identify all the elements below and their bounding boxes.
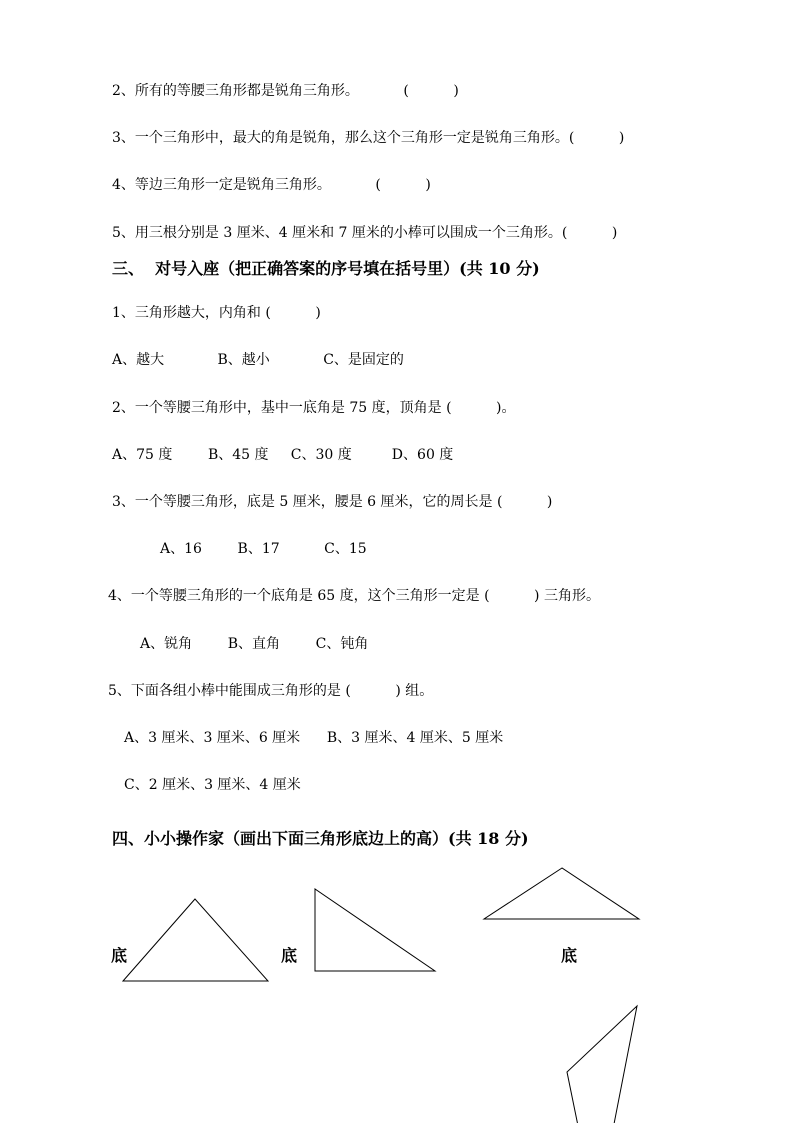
question-5: 5、下面各组小棒中能围成三角形的是 ( ) 组。 [108, 683, 434, 699]
question-3-options: A、16 B、17 C、15 [160, 541, 367, 557]
question-2: 2、一个等腰三角形中，基中一底角是 75 度，顶角是 ( )。 [112, 400, 516, 416]
question-5-options-line-2: C、2 厘米、3 厘米、4 厘米 [124, 777, 301, 793]
question-4: 4、一个等腰三角形的一个底角是 65 度，这个三角形一定是 ( ) 三角形。 [108, 588, 600, 604]
question-4-options: A、锐角 B、直角 C、钝角 [140, 636, 369, 652]
judgement-item-4: 4、等边三角形一定是锐角三角形。 ( ) [112, 177, 431, 193]
judgement-item-3: 3、一个三角形中，最大的角是锐角，那么这个三角形一定是锐角三角形。( ) [112, 130, 625, 146]
base-label-1: 底 [111, 946, 128, 965]
judgement-item-5: 5、用三根分别是 3 厘米、4 厘米和 7 厘米的小棒可以围成一个三角形。( ) [112, 225, 618, 241]
base-label-3: 底 [561, 946, 578, 965]
base-label-2: 底 [281, 946, 298, 965]
judgement-item-2: 2、所有的等腰三角形都是锐角三角形。 ( ) [112, 83, 459, 99]
section-4-heading: 四、小小操作家（画出下面三角形底边上的高）(共 18 分) [112, 829, 529, 848]
question-1: 1、三角形越大，内角和 ( ) [112, 305, 321, 321]
question-2-options: A、75 度 B、45 度 C、30 度 D、60 度 [112, 447, 454, 463]
section-3-heading: 三、 对号入座（把正确答案的序号填在括号里）(共 10 分) [112, 259, 540, 278]
question-1-options: A、越大 B、越小 C、是固定的 [112, 352, 404, 368]
question-5-options-line-1: A、3 厘米、3 厘米、6 厘米 B、3 厘米、4 厘米、5 厘米 [124, 730, 504, 746]
question-3: 3、一个等腰三角形，底是 5 厘米，腰是 6 厘米，它的周长是 ( ) [112, 494, 553, 510]
